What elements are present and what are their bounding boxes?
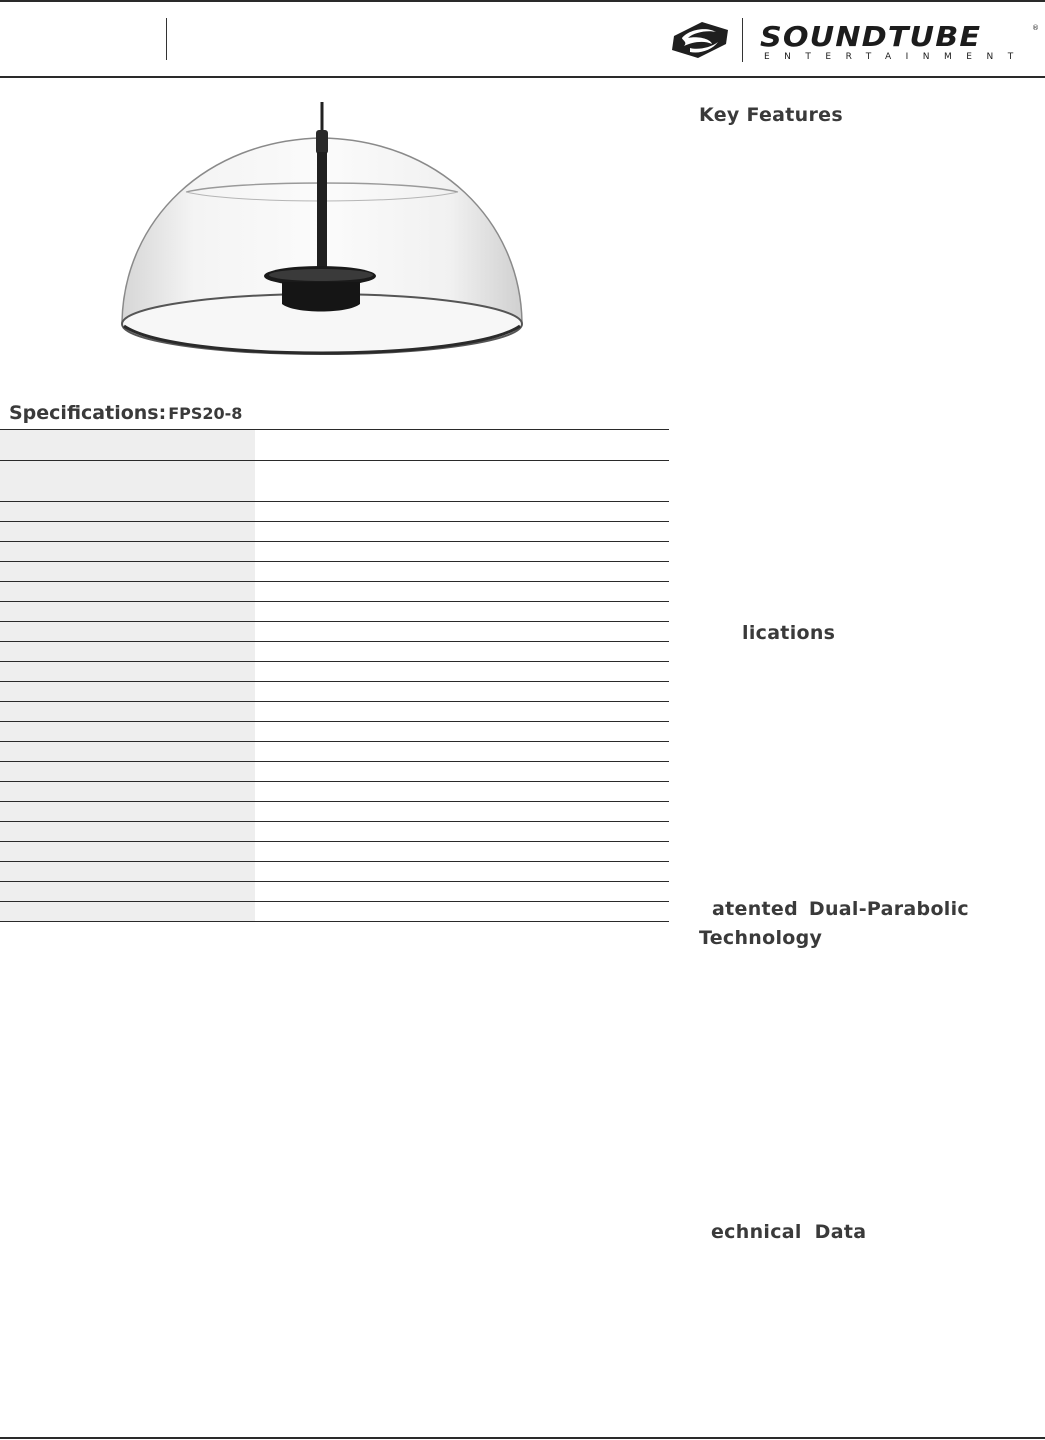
soundtube-swirl-icon [668,14,734,66]
spec-row [0,761,669,782]
pendant-dome-speaker-image [116,100,528,360]
spec-row [0,601,669,622]
spec-label-cell [0,862,255,882]
spec-label-cell [0,562,255,582]
registered-mark: ® [1032,24,1039,32]
header-rule [0,76,1045,78]
spec-row [0,521,669,542]
spec-label-cell [0,622,255,642]
brand-tagline: ENTERTAINMENT [764,52,1028,62]
spec-row [0,460,669,502]
spec-label-cell [0,522,255,542]
spec-row [0,821,669,842]
spec-row [0,561,669,582]
spec-label-cell [0,642,255,662]
specifications-heading [9,402,242,424]
spec-row [0,901,669,922]
technical-data-heading: echnical Data [711,1221,867,1243]
model-number: FPS20-8 [168,404,243,423]
spec-row [0,741,669,762]
spec-label-cell [0,582,255,602]
spec-label-cell [0,430,255,461]
spec-label-cell [0,602,255,622]
spec-row [0,541,669,562]
spec-label-cell [0,742,255,762]
spec-label-cell [0,542,255,562]
brand-name: SOUNDTUBE [760,20,982,53]
spec-row [0,881,669,902]
spec-label-cell [0,662,255,682]
spec-row [0,661,669,682]
spec-row [0,681,669,702]
spec-label-cell [0,502,255,522]
spec-row [0,721,669,742]
spec-table-bottom-rule [0,921,669,922]
applications-heading: lications [742,622,836,644]
header-divider [166,18,167,60]
spec-row [0,861,669,882]
spec-label-cell [0,882,255,902]
spec-label-cell [0,842,255,862]
spec-row [0,501,669,522]
spec-row [0,621,669,642]
technology-heading-line2: Technology [699,927,823,949]
technology-heading-line1: atented Dual-Parabolic [712,898,969,920]
spec-row [0,781,669,802]
brand-logo [668,14,1040,66]
technology-heading [699,895,969,953]
spec-label-cell [0,722,255,742]
spec-row [0,841,669,862]
spec-label-cell [0,822,255,842]
key-features-heading: Key Features [699,104,843,126]
spec-row [0,429,669,461]
spec-row [0,581,669,602]
spec-label-cell [0,902,255,922]
spec-label-cell [0,762,255,782]
spec-row [0,641,669,662]
spec-label-cell [0,682,255,702]
spec-label-cell [0,782,255,802]
spec-row [0,801,669,822]
footer-rule [0,1437,1045,1439]
logo-separator [742,18,743,62]
top-rule [0,0,1045,2]
spec-label-cell [0,702,255,722]
specifications-label: Specifications: [9,402,167,424]
spec-label-cell [0,802,255,822]
spec-row [0,701,669,722]
spec-label-cell [0,461,255,502]
